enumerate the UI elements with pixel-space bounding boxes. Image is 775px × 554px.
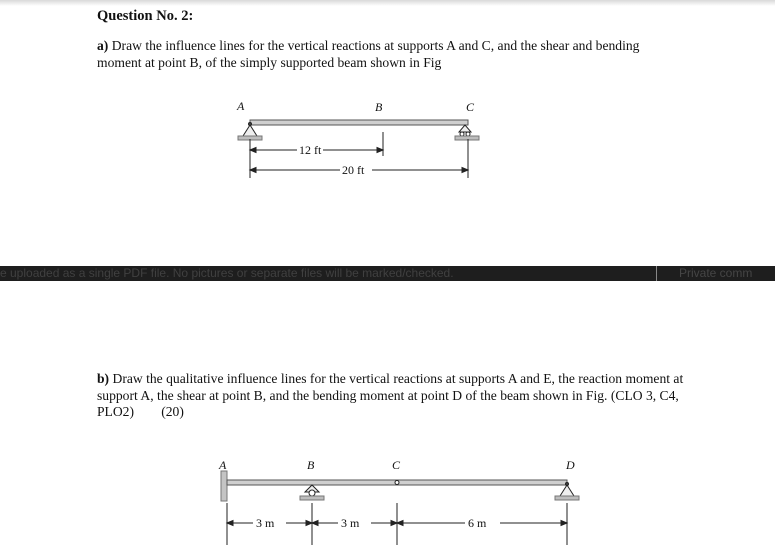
fig-a-label-c: C xyxy=(466,100,475,114)
fig-b-dim-3: 6 m xyxy=(468,516,487,530)
fig-b-label-b: B xyxy=(307,458,315,472)
roller-support-c xyxy=(455,125,479,140)
part-a-label: a) xyxy=(97,38,109,53)
beam-figure-b xyxy=(0,455,775,550)
submission-banner xyxy=(0,266,775,281)
beam-a xyxy=(250,120,468,125)
part-b-body: Draw the qualitative influence lines for the vertical reactions at supports A and E, the reaction moment at support A, the shear at point B, and the bending moment at point D of the beam shown in Fig. (CLO 3, C4, PLO2) xyxy=(97,371,684,419)
fig-b-dim-2: 3 m xyxy=(341,516,360,530)
fig-a-label-b: B xyxy=(375,100,383,114)
roller-support-b xyxy=(300,485,324,500)
fig-a-dim-12ft: 12 ft xyxy=(299,143,322,157)
fig-b-label-a: A xyxy=(219,458,227,472)
fig-a-label-a: A xyxy=(237,99,245,113)
beam-figure-a xyxy=(0,90,775,185)
hinge-c xyxy=(395,481,399,485)
fig-b-label-d: D xyxy=(566,458,575,472)
top-shadow xyxy=(0,0,775,6)
fig-b-dim-1: 3 m xyxy=(256,516,275,530)
part-b-text xyxy=(97,371,687,421)
part-b-label: b) xyxy=(97,371,110,386)
part-a-text xyxy=(97,38,657,71)
fig-a-dim-20ft: 20 ft xyxy=(342,163,365,177)
question-title: Question No. 2: xyxy=(97,8,194,24)
fixed-support-a xyxy=(221,471,227,501)
banner-message: e uploaded as a single PDF file. No pictures or separate files will be marked/checked. xyxy=(0,266,454,280)
private-comment-link[interactable]: Private comm xyxy=(679,266,753,280)
part-b-marks: (20) xyxy=(161,404,184,419)
part-a-body: Draw the influence lines for the vertical reactions at supports A and C, and the shear and bending moment at point B, of the simply supported beam shown in Fig xyxy=(97,38,640,70)
banner-divider xyxy=(656,266,657,281)
fig-b-label-c: C xyxy=(392,458,401,472)
